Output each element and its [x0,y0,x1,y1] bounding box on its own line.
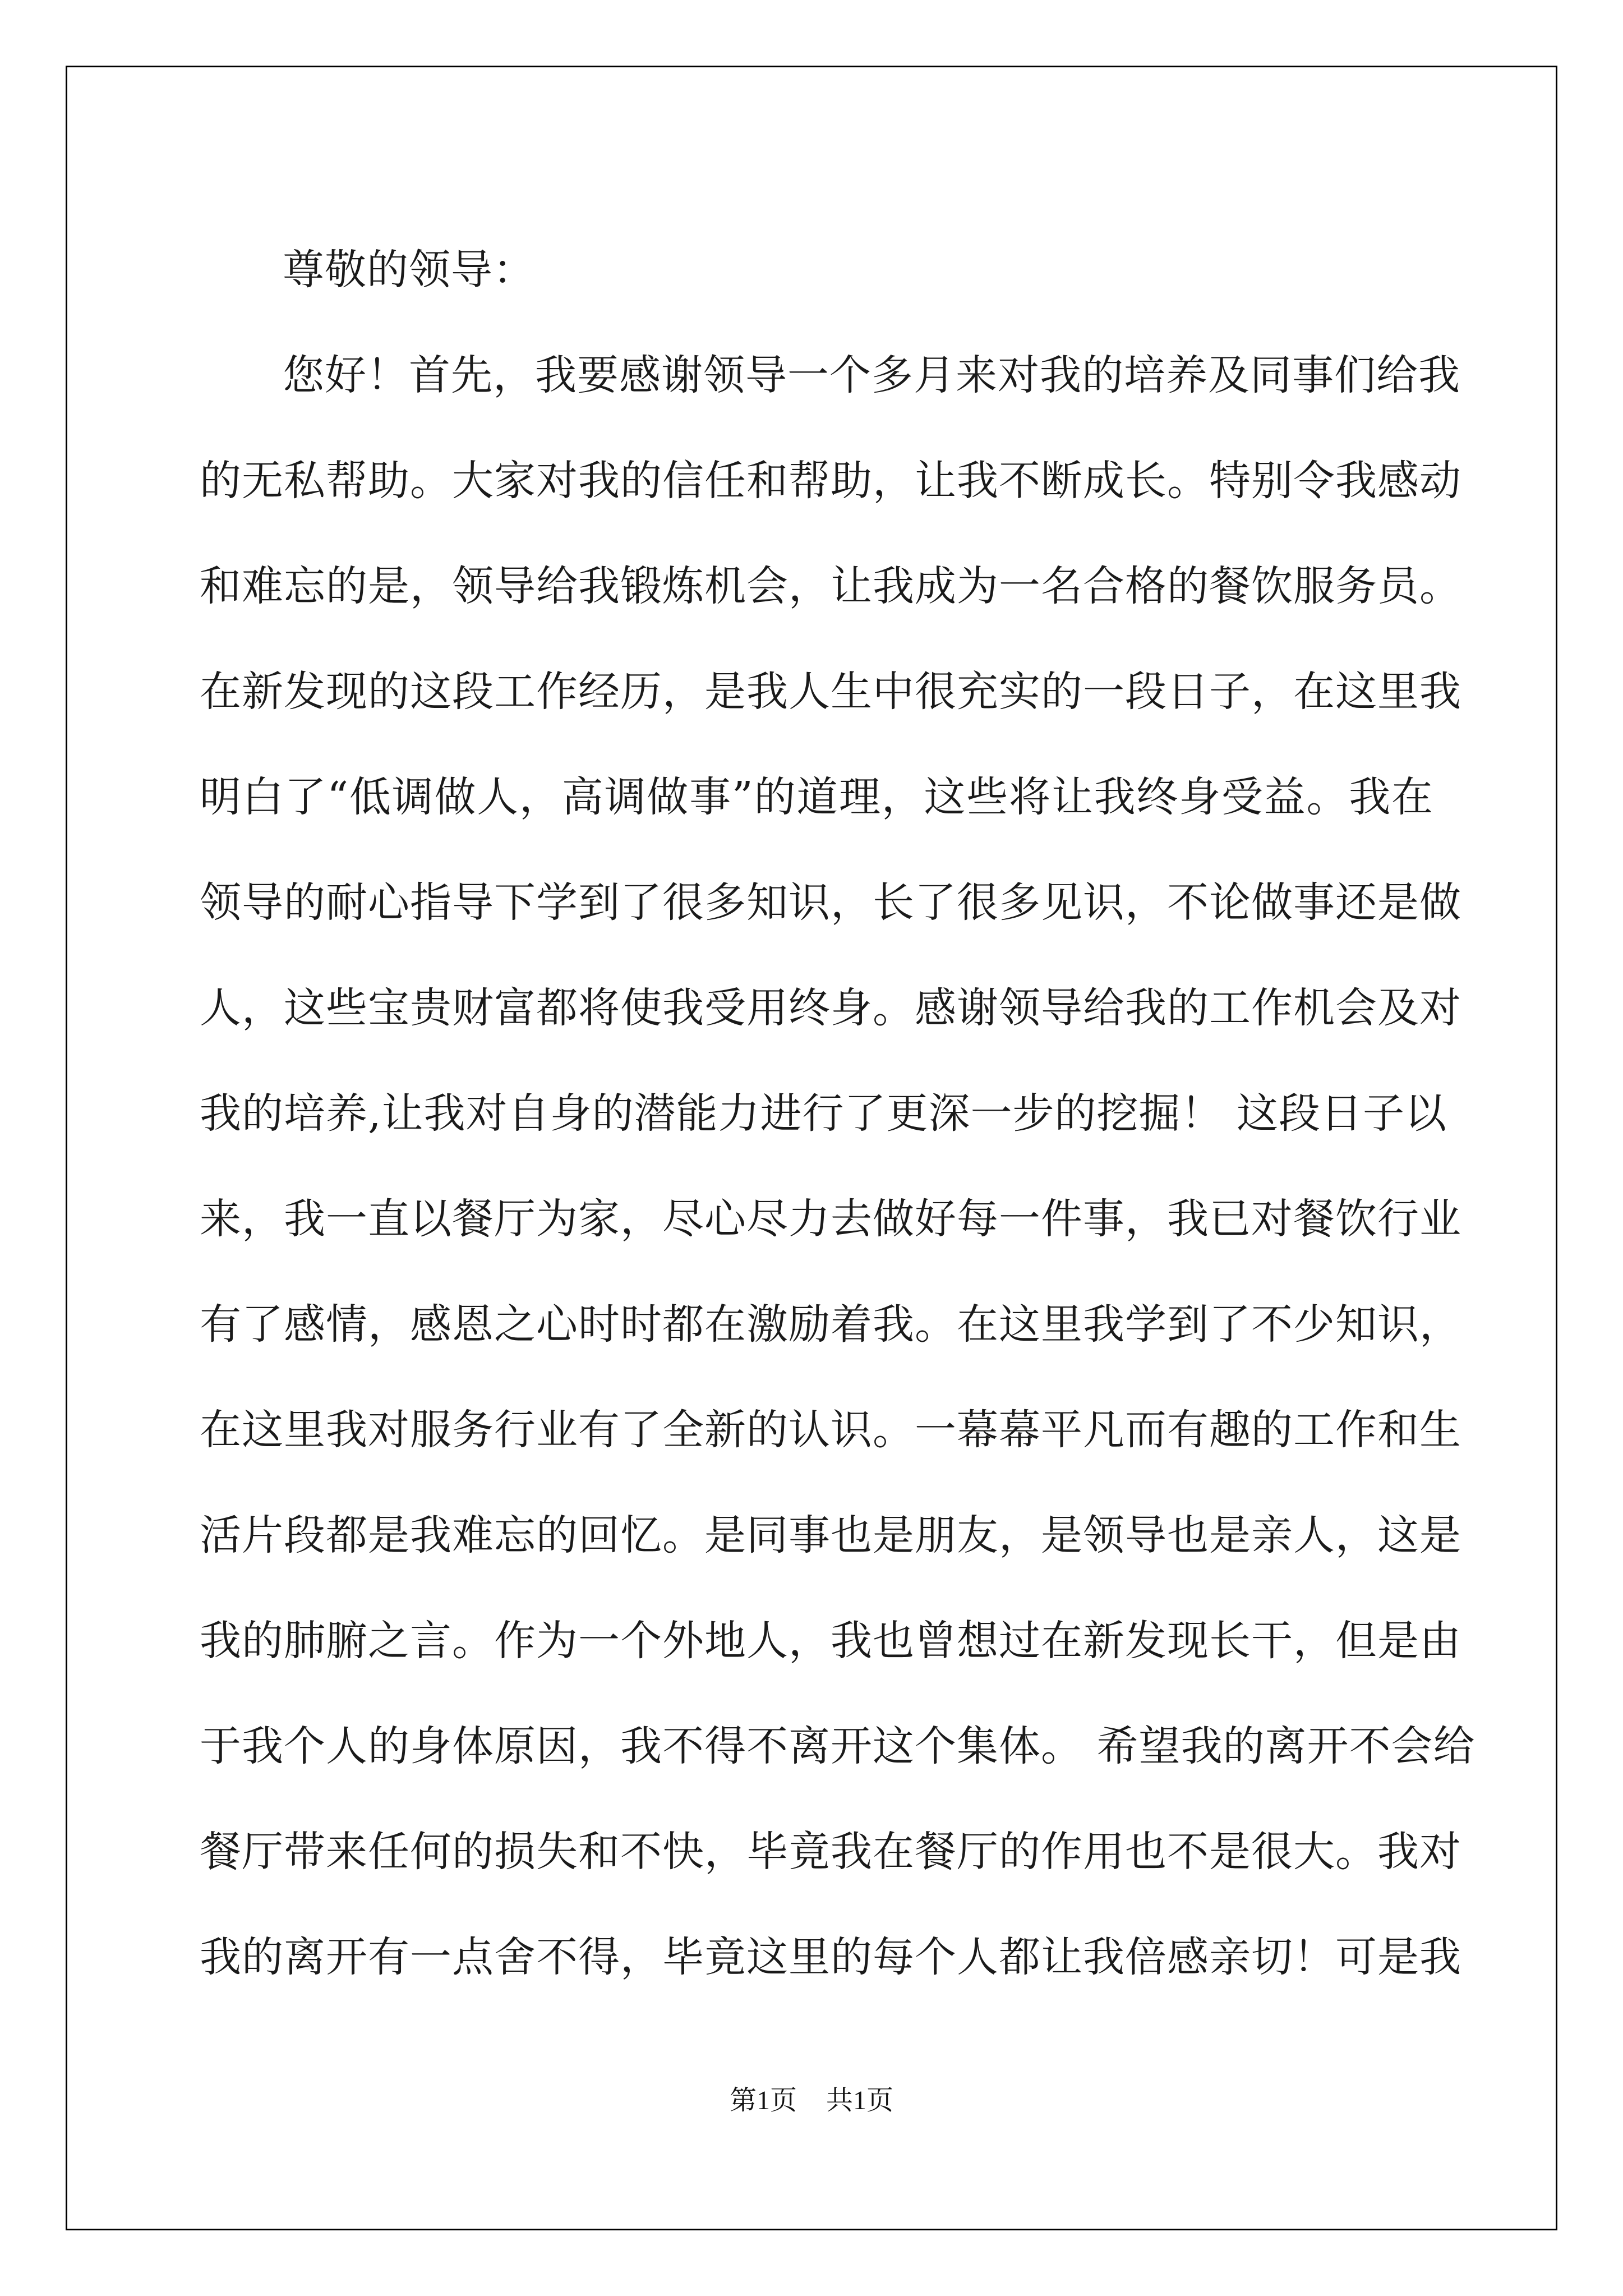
paragraph-line: 活片段都是我难忘的回忆。是同事也是朋友，是领导也是亲人，这是 [200,1511,1461,1559]
paragraph-line: 的无私帮助。大家对我的信任和帮助，让我不断成长。特别令我感动 [200,457,1461,505]
paragraph-line: 有了感情，感恩之心时时都在激励着我。在这里我学到了不少知识， [200,1300,1461,1349]
paragraph-line: 明白了“低调做人，高调做事”的道理，这些将让我终身受益。我在 [200,773,1433,821]
paragraph-line: 和难忘的是，领导给我锻炼机会，让我成为一名合格的餐饮服务员。 [200,562,1461,610]
page-number-total: 共1页 [826,2086,894,2115]
paragraph-line: 来，我一直以餐厅为家，尽心尽力去做好每一件事，我已对餐饮行业 [200,1195,1461,1243]
paragraph-line: 您好！首先，我要感谢领导一个多月来对我的培养及同事们给我 [283,351,1460,399]
paragraph-line: 餐厅带来任何的损失和不快，毕竟我在餐厅的作用也不是很大。我对 [200,1828,1461,1876]
paragraph-line: 我的肺腑之言。作为一个外地人，我也曾想过在新发现长干，但是由 [200,1617,1461,1665]
letter-body [200,217,1476,2010]
salutation: 尊敬的领导： [283,246,535,294]
paragraph-line: 在这里我对服务行业有了全新的认识。一幕幕平凡而有趣的工作和生 [200,1406,1461,1454]
paragraph-line: 于我个人的身体原因，我不得不离开这个集体。 希望我的离开不会给 [200,1722,1476,1770]
paragraph-line: 在新发现的这段工作经历，是我人生中很充实的一段日子，在这里我 [200,668,1461,716]
page-footer [0,2078,1623,2117]
paragraph-line: 人，这些宝贵财富都将使我受用终身。感谢领导给我的工作机会及对 [200,984,1461,1032]
page-number-current: 第1页 [729,2086,797,2115]
paragraph-line: 领导的耐心指导下学到了很多知识，长了很多见识，不论做事还是做 [200,878,1461,927]
paragraph-line: 我的培养,让我对自身的潜能力进行了更深一步的挖掘！ 这段日子以 [200,1089,1447,1138]
paragraph-line: 我的离开有一点舍不得，毕竟这里的每个人都让我倍感亲切！可是我 [200,1933,1461,1981]
